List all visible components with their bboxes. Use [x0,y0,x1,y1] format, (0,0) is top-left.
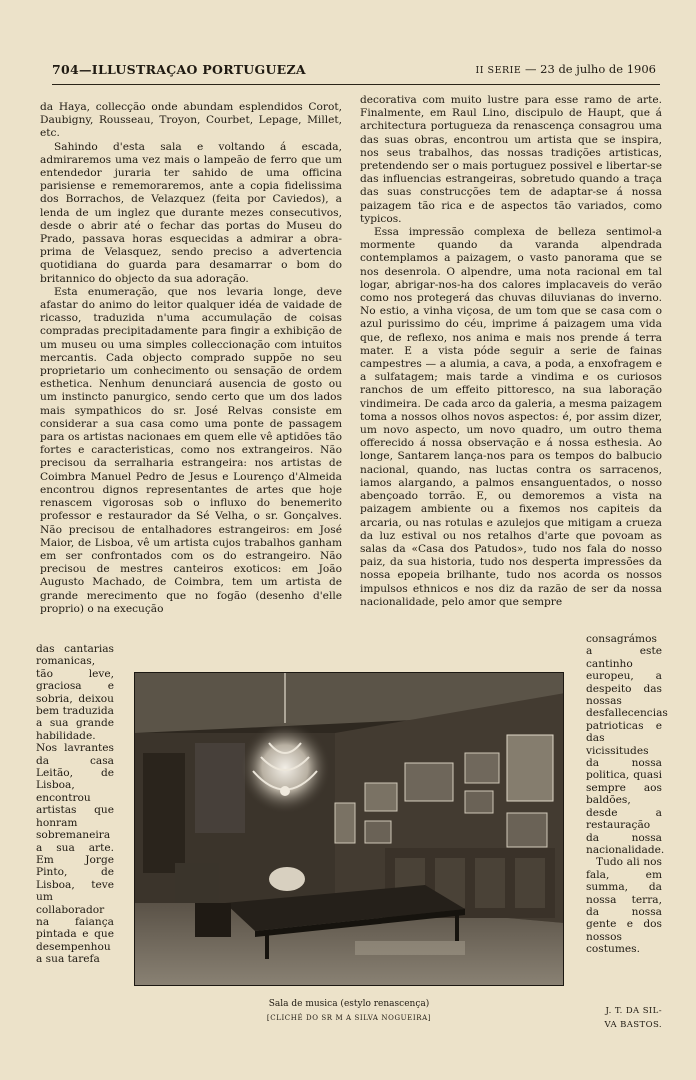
issue-info [476,62,656,76]
series-label: II SERIE [475,65,522,76]
signature-line: VA BASTOS. [604,1020,662,1030]
paragraph: decorativa com muito lustre para esse ramo de arte. Finalmente, em Raul Lino, discipulo de Haupt, que á architectura portugueza da renascença consagrou uma das suas obras, encontrou um artista que se inspira, nos seus trabalhos, das nossas tradições artisticas, pretendendo ser o mais portuguez possivel e libertar-se das influencias estrangeiras, sobretudo quando a traça das suas construcções tem de adaptar-se á nossa paizagem tão rica e de aspectos tão variados, como typicos. [360,94,662,225]
paragraph: Essa impressão complexa de belleza sentimol-a mormente quando da varanda alpendrada contemplamos a paizagem, o vasto panorama que se nos desenrola. O alpendre, uma nota racional em tal logar, abrigar-nos-ha dos calores implacaveis do verão como nos protegerá das chuvas diluvianas do inverno. No estio, a vinha viçosa, de um tom que se casa com o azul purissimo do céu, imprime á paizagem uma vida que, de reflexo, nos anima e mais nos prende á terra mater. E a vista póde seguir a serie de fainas campestres — a alumia, a cava, a poda, a enxofragem e a sulfatagem; mais tarde a vindima e os curiosos ranchos de um effeito pittoresco, na sua laboração vindimeira. De cada arco da galeria, a mesma paizagem toma a nossos olhos novos aspectos: é, por assim dizer, um novo aspecto, um novo quadro, um outro thema offerecido á nossa observação e á nossa esthesia. Ao longe, Santarem lança-nos para os tempos do balbucio nacional, quando, nas luctas contra os sarracenos, iamos alargando, a palmos ensanguentados, o nosso abençoado torrão. E, ou demoremos a vista na paizagem ambiente ou a fixemos nos capiteis da arcaria, ou nas rotulas e azulejos que mitigam a crueza da luz estival ou nos retalhos d'arte que povoam as salas da «Casa dos Patudos», tudo nos fala do nosso paiz, da sua historia, tudo nos desperta impressões da nossa epopeia brilhante, tudo nos acorda os nossos impulsos ethnicos e nos diz da razão de ser da nossa nacionalidade, pelo amor que sempre [360,226,662,608]
paragraph: Tudo ali nos fala, em summa, da nossa terra, da nossa gente e dos nossos costumes. [586,856,662,956]
header-rule [52,84,660,85]
issue-date: — 23 de julho de 1906 [525,62,656,76]
photo-figure [134,672,564,986]
paragraph: da Haya, collecção onde abundam esplendidos Corot, Daubigny, Rousseau, Troyon, Courbet, Lepage, Millet, etc. [40,101,342,140]
text-column-narrow-left [36,643,114,966]
author-signature [590,1004,662,1032]
music-room-photo [134,672,564,986]
text-column-right [360,94,662,609]
paragraph: das cantarias romanicas, tão leve, graciosa e sobria, deixou bem traduzida a sua grande habilidade. Nos lavrantes da casa Leitão, de Lisboa, encontrou artistas que honram sobremaneira a sua arte. Em Jorge Pinto, de Lisboa, teve um collaborador na faiança pintada e que desempenhou a sua tarefa [36,643,114,966]
paragraph: Sahindo d'esta sala e voltando á escada, admiraremos uma vez mais o lampeão de ferro que um entendedor juraria ter sahido de uma officina parisiense e rememoraremos, ante a copia fidelissima dos Borrachos, de Velazquez (feita por Caviedos), a lenda de um inglez que durante mezes consecutivos, desde o abrir até o fechar das portas do Museu do Prado, passava horas esquecidas a admirar a obra-prima de Velasquez, sendo preciso a advertencia quotidiana do guarda para desamarrar o bom do britannico do objecto da sua adoração. [40,140,342,285]
page-header [52,62,656,82]
photo-credit: [CLICHÉ DO SR M A SILVA NOGUEIRA] [266,1014,432,1022]
paragraph: consagrámos a este cantinho europeu, a despeito das nossas desfallecencias patrioticas e das vicissitudes da nossa politica, quasi sempre aos baldões, desde a restauração da nossa nacionalidade. [586,633,668,856]
page-title: 704—ILLUSTRAÇAO PORTUGUEZA [52,62,306,77]
signature-line: J. T. DA SIL- [605,1006,662,1016]
text-column-narrow-right [586,633,668,956]
text-column-left [40,101,342,616]
paragraph: Esta enumeração, que nos levaria longe, deve afastar do animo do leitor qualquer idéa de vaidade de ricasso, traduzida n'uma accumulação de coisas compradas precipitadamente para fingir a exhibição de um museu ou uma simples colleccionação com intuitos mercantis. Cada objecto comprado suppõe no seu proprietario um conhecimento ou sensação de ordem esthetica. Nenhum denunciará ausencia de gosto ou um instincto panurgico, sendo certo que um dos lados mais sympathicos do sr. José Relvas consiste em considerar a sua casa como uma ponte de passagem para os artistas nacionaes em quem elle vê aptidões tão fortes e caracteristicas, como nos extrangeiros. Não precisou da serralharia estrangeira: nos artistas de Coimbra Manuel Pedro de Jesus e Lourenço d'Almeida encontrou dignos representantes de artes que hoje renascem vigorosas sob o influxo do benemerito professor e restaurador da Sé Velha, o sr. Gonçalves. Não precisou de entalhadores estrangeiros: em José Maior, de Lisboa, vê um artista cujos trabalhos ganham em ser confrontados com os do estrangeiro. Não precisou de mestres canteiros exoticos: em João Augusto Machado, de Coimbra, tem um artista de grande merecimento que no fogão (desenho d'elle proprio) o na execução [40,285,342,615]
photo-caption: Sala de musica (estylo renascença) [268,999,430,1009]
